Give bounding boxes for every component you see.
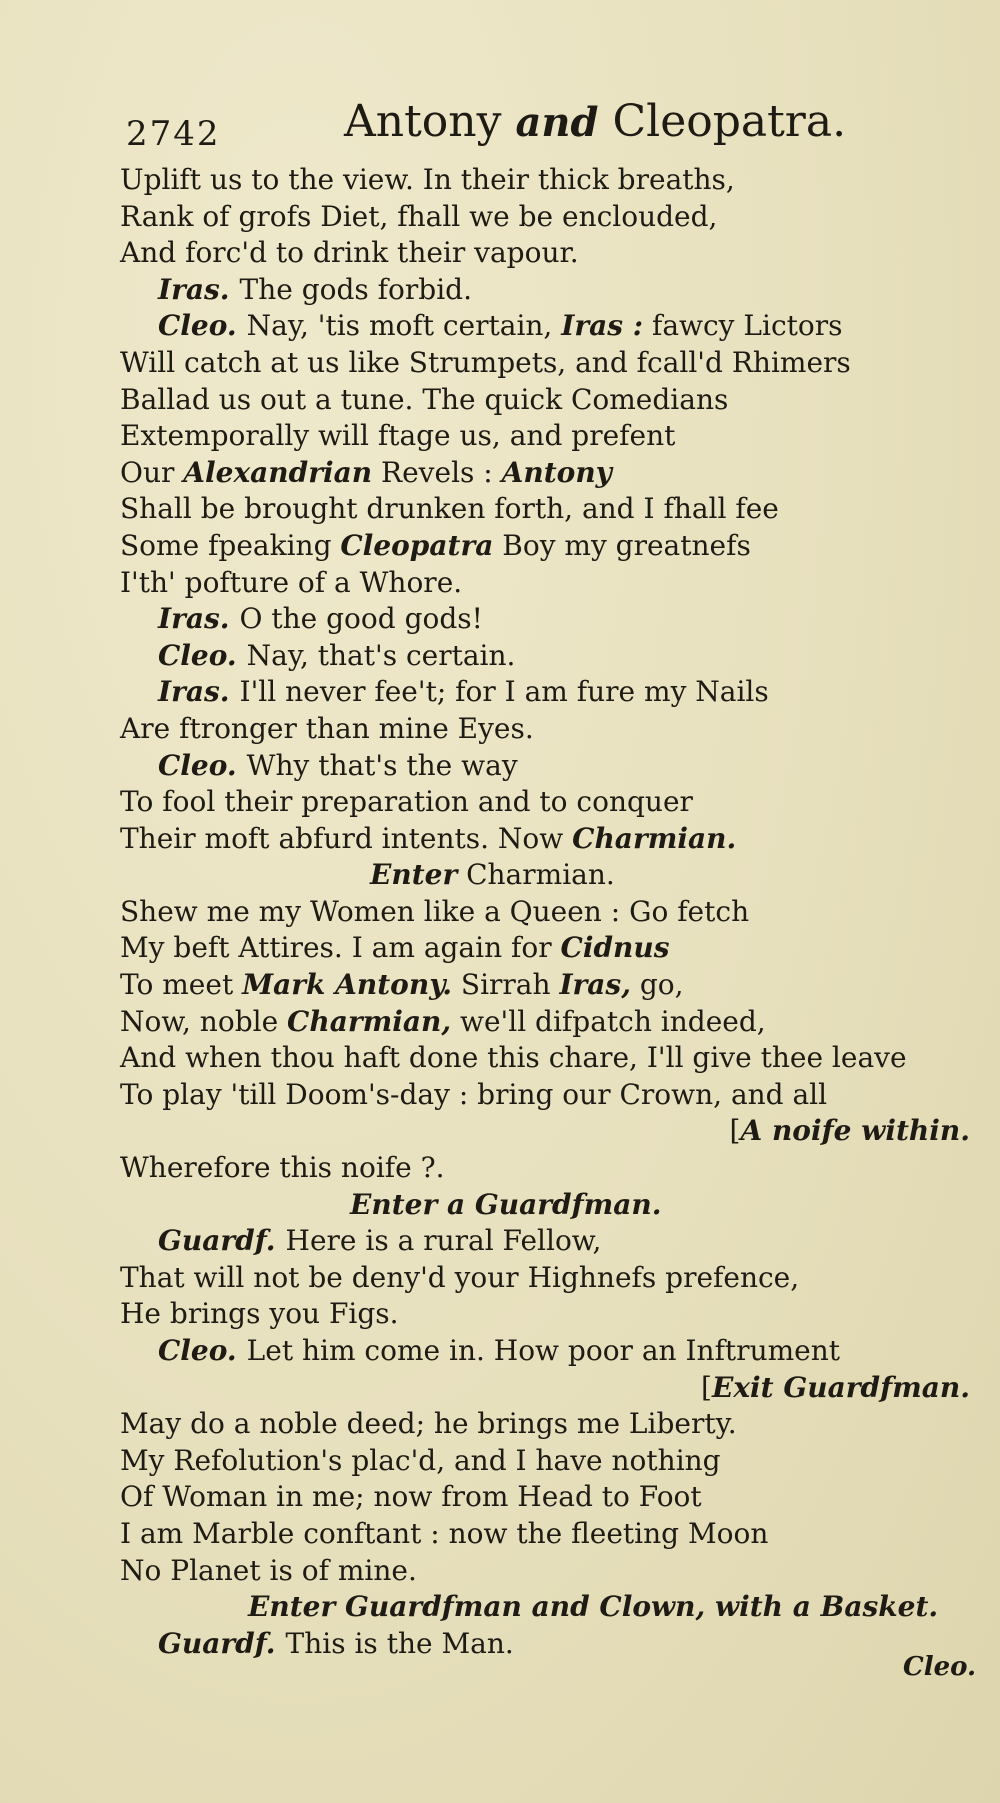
line-text: I am Marble conftant : now the fleeting Moon	[120, 1516, 769, 1550]
line-text: Extemporally will ftage us, and prefent	[120, 419, 676, 453]
line-text: And when thou haft done this chare, I'll give thee leave	[120, 1041, 907, 1075]
text-line	[120, 857, 970, 894]
text-line	[120, 1150, 970, 1187]
line-text: Uplift us to the view. In their thick breaths,	[120, 163, 735, 196]
line-text: My Refolution's plac'd, and I have nothing	[120, 1443, 721, 1477]
text-line	[120, 1333, 970, 1370]
line-text: Their moft abfurd intents. Now	[120, 821, 573, 855]
text-line	[120, 1187, 970, 1224]
italic-text: Cidnus	[560, 931, 670, 965]
line-text: Why that's the way	[246, 748, 518, 782]
catchword: Cleo.	[903, 1652, 977, 1682]
speaker-name: Cleo.	[158, 638, 237, 672]
line-text: May do a noble deed; he brings me Liberty.	[120, 1407, 737, 1441]
line-text: we'll difpatch indeed,	[451, 1004, 766, 1038]
text-line	[120, 601, 970, 638]
stage-direction: Enter a Guardfman.	[350, 1187, 662, 1221]
text-line	[120, 235, 970, 272]
speaker-name: Iras.	[158, 675, 230, 709]
stage-direction-name: Charmian.	[457, 858, 615, 892]
text-line	[120, 1370, 970, 1407]
text-line	[120, 638, 970, 675]
line-text: Will catch at us like Strumpets, and fcall'd Rhimers	[120, 345, 851, 379]
italic-text: Mark Antony.	[242, 968, 452, 1002]
text-line	[120, 930, 970, 967]
text-line	[120, 1553, 970, 1590]
text-line	[120, 418, 970, 455]
text-line	[120, 345, 970, 382]
line-text: Boy my greatnefs	[493, 528, 751, 562]
line-text: Rank of grofs Diet, fhall we be enclouded,	[120, 199, 718, 233]
text-line	[120, 784, 970, 821]
line-text: Revels :	[372, 455, 502, 489]
line-text: Wherefore this noife ?.	[120, 1151, 445, 1185]
speaker-name: Iras.	[158, 602, 230, 636]
line-text: O the good gods!	[239, 602, 483, 636]
line-text: To play 'till Doom's-day : bring our Crown, and all	[120, 1077, 828, 1111]
text-line	[120, 821, 970, 858]
line-text: No Planet is of mine.	[120, 1553, 417, 1587]
stage-bracket: [	[729, 1114, 741, 1148]
line-text: Nay, that's certain.	[246, 638, 516, 672]
text-line	[120, 1040, 970, 1077]
text-line	[120, 382, 970, 419]
text-line	[120, 1113, 970, 1150]
stage-direction: Exit Guardfman.	[711, 1370, 970, 1404]
line-text: I'th' pofture of a Whore.	[120, 565, 463, 599]
text-line	[120, 1223, 970, 1260]
line-text: To fool their preparation and to conquer	[120, 785, 693, 819]
line-text: Now, noble	[120, 1004, 288, 1038]
line-text: Nay, 'tis moft certain,	[246, 309, 562, 343]
speaker-name: Cleo.	[158, 748, 237, 782]
line-text: Some fpeaking	[120, 528, 341, 562]
stage-direction: Enter Guardfman and Clown, with a Basket.	[248, 1590, 939, 1624]
text-line	[120, 1406, 970, 1443]
line-text: To meet	[120, 968, 243, 1002]
text-line	[120, 1626, 970, 1663]
text-line	[120, 1296, 970, 1333]
speaker-name: Cleo.	[158, 309, 237, 343]
italic-text: Iras :	[561, 309, 644, 343]
line-text: The gods forbid.	[239, 272, 472, 306]
italic-text: Charmian,	[287, 1004, 452, 1038]
text-line	[120, 1589, 970, 1626]
line-text: Let him come in. How poor an Inftrument	[246, 1334, 841, 1367]
line-text: I'll never fee't; for I am fure my Nails	[239, 675, 769, 709]
title-antony: Antony	[344, 96, 502, 147]
line-text: And forc'd to drink their vapour.	[120, 236, 579, 270]
line-text: He brings you Figs.	[120, 1297, 399, 1331]
line-text: Of Woman in me; now from Head to Foot	[120, 1480, 702, 1514]
text-line	[120, 1260, 970, 1297]
italic-text: Alexandrian	[183, 455, 373, 489]
speaker-name: Guardf.	[158, 1626, 276, 1660]
speaker-name: Guardf.	[158, 1224, 276, 1258]
text-line	[120, 308, 970, 345]
line-text: That will not be deny'd your Highnefs prefence,	[120, 1260, 800, 1294]
speaker-name: Iras.	[158, 272, 230, 306]
italic-text: Charmian.	[572, 821, 737, 855]
line-text: Shall be brought drunken forth, and I fhall fee	[120, 492, 779, 526]
line-text: fawcy Lictors	[643, 309, 843, 343]
line-text: Ballad us out a tune. The quick Comedians	[120, 382, 729, 416]
text-line	[120, 1077, 970, 1114]
line-text: Shew me my Women like a Queen : Go fetch	[120, 894, 750, 928]
text-line	[120, 1443, 970, 1480]
speaker-name: Cleo.	[158, 1334, 237, 1367]
text-line	[120, 272, 970, 309]
text-line	[120, 491, 970, 528]
line-text: Are ftronger than mine Eyes.	[120, 711, 534, 745]
text-line	[120, 748, 970, 785]
text-line	[120, 162, 970, 199]
line-text: My beft Attires. I am again for	[120, 931, 561, 965]
italic-text: Cleopatra	[340, 528, 494, 562]
stage-bracket: [	[701, 1370, 712, 1404]
text-line	[120, 894, 970, 931]
text-line	[120, 967, 970, 1004]
text-line	[120, 1516, 970, 1553]
text-line	[120, 528, 970, 565]
page-number: 2742	[126, 114, 221, 154]
title-and: and	[515, 99, 599, 146]
text-line	[120, 1479, 970, 1516]
line-text: This is the Man.	[285, 1626, 514, 1660]
line-text: Sirrah	[452, 968, 560, 1002]
running-title	[344, 96, 846, 147]
line-text: go,	[630, 968, 684, 1002]
text-line	[120, 711, 970, 748]
italic-text: Iras,	[559, 968, 631, 1002]
stage-direction: A noife within.	[740, 1114, 970, 1148]
text-line	[120, 199, 970, 236]
text-line	[120, 455, 970, 492]
text-line	[120, 674, 970, 711]
text-line	[120, 1004, 970, 1041]
line-text: Here is a rural Fellow,	[285, 1224, 602, 1258]
line-text: Our	[120, 455, 184, 489]
text-line	[120, 565, 970, 602]
play-text	[120, 162, 970, 1662]
title-cleopatra: Cleopatra.	[612, 96, 847, 147]
italic-text: Antony	[501, 455, 612, 489]
stage-direction: Enter	[370, 858, 458, 892]
